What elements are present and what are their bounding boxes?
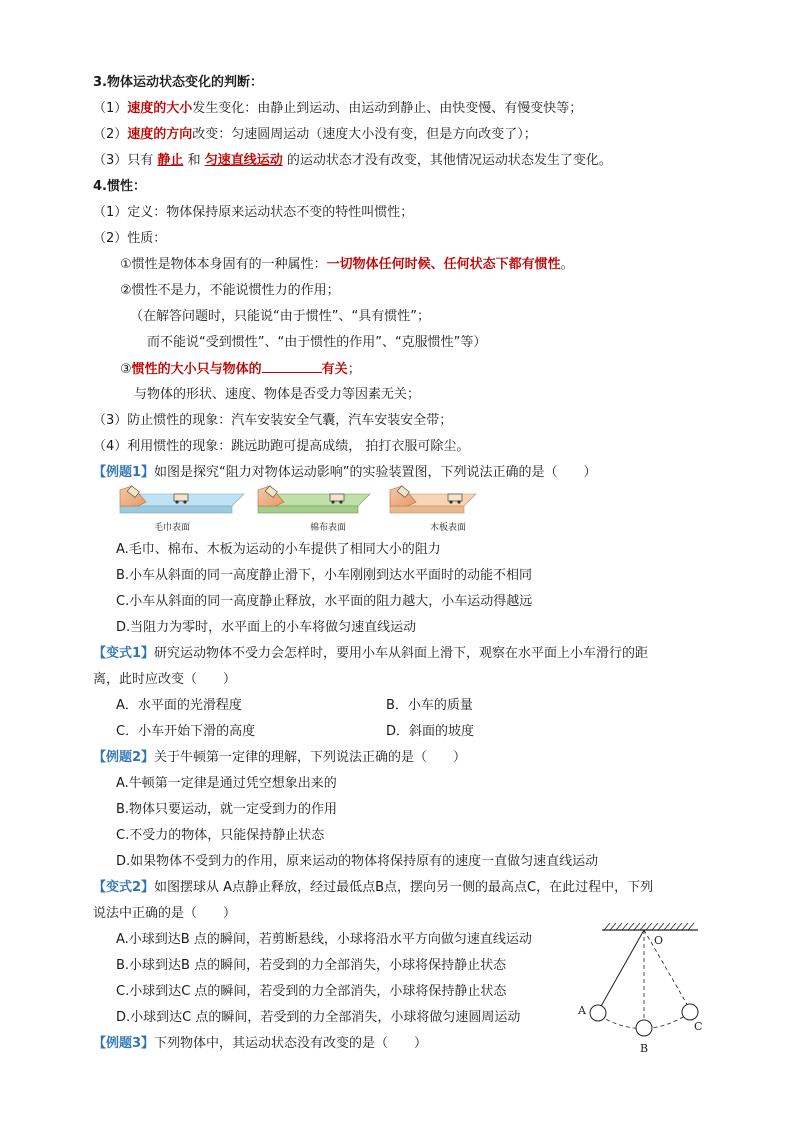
item-text: （3）只有 xyxy=(93,153,154,168)
question-text: 关于牛顿第一定律的理解，下列说法正确的是（ ） xyxy=(154,750,467,765)
question-tag: 【例题3】 xyxy=(93,1036,155,1051)
ball-c xyxy=(682,1004,698,1020)
item-text: 改变：匀速圆周运动（速度大小没有变，但是方向改变了）； xyxy=(192,127,537,142)
item-number: （1） xyxy=(93,101,128,116)
question-text: 如图是探究“阻力对物体运动影响”的实验装置图，下列说法正确的是（ ） xyxy=(154,465,597,480)
section-4-title: 4.惯性： xyxy=(93,179,146,194)
highlight-text: 速度的大小 xyxy=(127,101,193,116)
surface-label-towel: 毛巾表面 xyxy=(154,523,191,533)
variant-2-option-d[interactable]: D.小球到达C 点的瞬间，若受到的力全部消失，小球将做匀速圆周运动 xyxy=(116,1010,521,1025)
variant-2-stem xyxy=(93,879,653,897)
highlight-text: 惯性的大小只与物体的 xyxy=(131,362,262,377)
variant-1-stem xyxy=(93,645,648,663)
item-text: 发生变化：由静止到运动、由运动到静止、由快变慢、有慢变快等； xyxy=(192,101,583,116)
section-3-title: 3.物体运动状态变化的判断： xyxy=(93,75,263,90)
pendulum-figure xyxy=(572,920,712,1058)
use-inertia: （4）利用惯性的现象：跳远助跑可提高成绩， 拍打衣服可除尘。 xyxy=(93,439,470,454)
variant-1-option-c[interactable]: C．小车开始下滑的高度 xyxy=(116,724,256,739)
example-1-option-d[interactable]: D.当阻力为零时，水平面上的小车将做匀速直线运动 xyxy=(116,620,417,635)
fill-blank[interactable] xyxy=(262,360,322,373)
example-3-stem xyxy=(93,1035,427,1053)
example-2-option-a[interactable]: A.牛顿第一定律是通过凭空想象出来的 xyxy=(116,776,337,791)
variant-2-option-b[interactable]: B.小球到达B 点的瞬间，若受到的力全部消失，小球将保持静止状态 xyxy=(116,958,507,973)
question-tag: 【例题1】 xyxy=(93,465,155,480)
label-a: A xyxy=(578,1004,586,1017)
inertia-definition: （1）定义：物体保持原来运动状态不变的特性叫惯性； xyxy=(93,205,414,220)
example-2-option-b[interactable]: B.物体只要运动，就一定受到力的作用 xyxy=(116,802,338,817)
variant-1-option-b[interactable]: B．小车的质量 xyxy=(386,698,473,713)
question-tag: 【变式1】 xyxy=(93,646,155,661)
question-tag: 【例题2】 xyxy=(93,750,155,765)
label-b: B xyxy=(640,1042,649,1055)
prevent-inertia: （3）防止惯性的现象：汽车安装安全气囊，汽车安装安全带； xyxy=(93,413,453,428)
example-2-option-d[interactable]: D.如果物体不受到力的作用，原来运动的物体将保持原有的速度一直做匀速直线运动 xyxy=(116,854,599,869)
property-1 xyxy=(120,256,574,274)
ceiling-hatch xyxy=(604,923,694,930)
answer-uniform-motion: 匀速直线运动 xyxy=(204,153,283,168)
example-2-option-c[interactable]: C.不受力的物体，只能保持静止状态 xyxy=(116,828,325,843)
question-text: 下列物体中，其运动状态没有改变的是（ ） xyxy=(154,1036,428,1051)
pendulum-string xyxy=(600,930,644,1008)
sec3-item-1 xyxy=(93,100,582,118)
item-number: （2） xyxy=(93,127,128,142)
item-number: ③ xyxy=(120,362,132,377)
friction-experiment-figure xyxy=(118,484,478,542)
label-o: O xyxy=(654,934,664,947)
example-1-option-c[interactable]: C.小车从斜面的同一高度静止释放，水平面的阻力越大，小车运动得越远 xyxy=(116,594,533,609)
surface-label-cotton: 棉布表面 xyxy=(310,523,347,533)
cotton-surface-panel xyxy=(258,486,370,513)
ball-b xyxy=(636,1020,652,1036)
highlight-text: 一切物体任何时候、任何状态下都有惯性 xyxy=(326,257,561,272)
question-text: 研究运动物体不受力会怎样时，要用小车从斜面上滑下，观察在水平面上小车滑行的距 xyxy=(154,646,649,661)
inertia-property-heading: （2）性质： xyxy=(93,231,167,246)
variant-1-stem-2: 离，此时应改变（ ） xyxy=(93,672,237,687)
property-2-note-b: 而不能说“受到惯性”、“由于惯性的作用”、“克服惯性”等） xyxy=(147,335,487,350)
surface-label-wood: 木板表面 xyxy=(430,523,467,533)
question-tag: 【变式2】 xyxy=(93,880,155,895)
string-to-c xyxy=(644,930,688,1006)
ball-a xyxy=(590,1005,606,1021)
property-3 xyxy=(120,360,361,379)
property-2-note-a: （在解答问题时，只能说“由于惯性”、“具有惯性”； xyxy=(130,309,430,324)
variant-2-option-c[interactable]: C.小球到达C 点的瞬间，若受到的力全部消失，小球将保持静止状态 xyxy=(116,984,507,999)
variant-2-stem-2: 说法中正确的是（ ） xyxy=(93,906,237,921)
sec3-item-2 xyxy=(93,126,537,144)
variant-2-option-a[interactable]: A.小球到达B 点的瞬间，若剪断悬线，小球将沿水平方向做匀速直线运动 xyxy=(116,932,532,947)
item-text: ； xyxy=(347,362,361,377)
example-2-stem xyxy=(93,749,466,767)
sec3-item-3 xyxy=(93,152,612,170)
towel-surface-panel xyxy=(120,486,244,513)
item-text: 和 xyxy=(187,153,201,168)
wood-surface-panel xyxy=(390,486,476,513)
variant-1-option-d[interactable]: D．斜面的坡度 xyxy=(386,724,475,739)
example-1-option-b[interactable]: B.小车从斜面的同一高度静止滑下，小车刚刚到达水平面时的动能不相同 xyxy=(116,568,533,583)
item-text: 的运动状态才没有改变，其他情况运动状态发生了变化。 xyxy=(286,153,612,168)
highlight-text: 速度的方向 xyxy=(127,127,193,142)
example-1-option-a[interactable]: A.毛巾、棉布、木板为运动的小车提供了相同大小的阻力 xyxy=(116,542,441,557)
item-text: 。 xyxy=(560,257,574,272)
item-text: ①惯性是物体本身固有的一种属性： xyxy=(120,257,327,272)
variant-1-option-a[interactable]: A．水平面的光滑程度 xyxy=(116,698,242,713)
highlight-text: 有关 xyxy=(321,362,348,377)
property-3-note: 与物体的形状、速度、物体是否受力等因素无关； xyxy=(134,387,421,402)
answer-static: 静止 xyxy=(157,153,184,168)
label-c: C xyxy=(694,1020,703,1033)
question-text: 如图摆球从 A点静止释放，经过最低点B点，摆向另一侧的最高点C，在此过程中，下列 xyxy=(154,880,654,895)
example-1-stem xyxy=(93,464,597,482)
property-2: ②惯性不是力，不能说惯性力的作用； xyxy=(120,283,340,298)
